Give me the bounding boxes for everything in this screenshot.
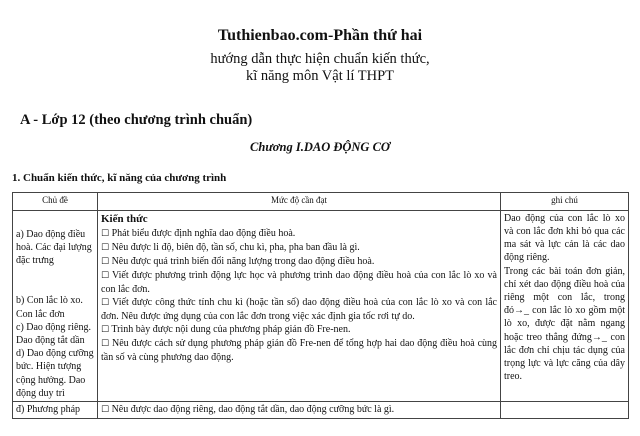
knowledge-label: Kiến thức — [101, 212, 148, 225]
topic-e: đ) Phương pháp — [16, 403, 81, 415]
checkbox-icon: ☐ — [101, 229, 110, 240]
header-topic: Chủ đề — [13, 193, 98, 211]
table-header-row — [13, 193, 629, 211]
topic-cell — [13, 401, 98, 418]
checkbox-icon: ☐ — [101, 271, 110, 282]
checkbox-icon: ☐ — [101, 243, 110, 254]
standards-table — [12, 192, 629, 419]
checkbox-icon: ☐ — [101, 298, 110, 309]
topic-b: b) Con lắc lò xo. Con lắc đơn — [16, 295, 83, 320]
list-item: ☐ Nêu được dao động riêng, dao động tắt dần, dao động cưỡng bức là gì. — [101, 403, 395, 415]
requirements-cell — [98, 210, 501, 401]
header-level: Mức độ cần đạt — [98, 193, 501, 211]
topic-c: c) Dao động riêng. Dao động tắt dần — [16, 321, 91, 346]
header-notes: ghi chú — [501, 193, 629, 211]
list-item: ☐ Trình bày được nội dung của phương pháp giản đồ Fre-nen. — [101, 324, 351, 336]
topic-d: d) Dao động cưỡng bức. Hiện tượng cộng hưởng. Dao động duy trì — [16, 348, 94, 399]
notes-cell — [501, 401, 629, 418]
checkbox-icon: ☐ — [101, 339, 110, 350]
table-row — [13, 401, 629, 418]
chapter-title: Chương I.DAO ĐỘNG CƠ — [250, 140, 390, 154]
topic-a: a) Dao động điều hoà. Các đại lượng đặc trưng — [16, 228, 92, 267]
list-item: ☐ Phát biểu được định nghĩa dao động điều hoà. — [101, 228, 296, 240]
document-subtitle-line2: kĩ năng môn Vật lí THPT — [245, 68, 395, 84]
list-item: ☐ Nêu được li độ, biên độ, tần số, chu kì, pha, pha ban đầu là gì. — [101, 242, 360, 254]
topic-cell — [13, 210, 98, 401]
document-title: Tuthienbao.com-Phần thứ hai — [217, 27, 423, 44]
checkbox-icon: ☐ — [101, 404, 110, 415]
requirements-cell — [98, 401, 501, 418]
document-subtitle-line1: hướng dẫn thực hiện chuẩn kiến thức, — [210, 51, 430, 67]
list-item: ☐ Nêu được cách sử dụng phương pháp giản đồ Fre-nen để tổng hợp hai dao động điều hoà cùng tần số và cùng phương dao động. — [101, 338, 498, 363]
checkbox-icon: ☐ — [101, 257, 110, 268]
checkbox-icon: ☐ — [101, 325, 110, 336]
table-row — [13, 210, 629, 401]
list-item: ☐ Nêu được quá trình biến đổi năng lượng trong dao động điều hoà. — [101, 256, 375, 268]
section-title: A - Lớp 12 (theo chương trình chuẩn) — [20, 112, 253, 128]
list-item: ☐ Viết được phương trình động lực học và phương trình dao động điều hoà của con lắc lò xo và con lắc đơn. — [101, 270, 497, 295]
requirements-heading: 1. Chuẩn kiến thức, kĩ năng của chương trình — [12, 172, 227, 184]
note-paragraph: Dao động của con lắc lò xo và con lắc đơn khi bỏ qua các ma sát và lực cản là các dao động riêng. — [504, 212, 625, 264]
list-item: ☐ Viết được công thức tính chu kì (hoặc tần số) dao động điều hoà của con lắc lò xo và con lắc đơn. Nêu được ứng dụng của con lắc đơn trong việc xác định gia tốc rơi tự do. — [101, 297, 497, 322]
note-paragraph: Trong các bài toán đơn giản, chỉ xét dao động điều hoà của riêng một con lắc, trong đó→_ con lắc lò xo gồm một lò xo, được đặt nằm ngang hoặc treo thẳng đứng→_ con lắc đơn chỉ chịu tác dụng của trọng lực và lực căng của dây treo. — [504, 265, 625, 383]
notes-cell — [501, 210, 629, 401]
